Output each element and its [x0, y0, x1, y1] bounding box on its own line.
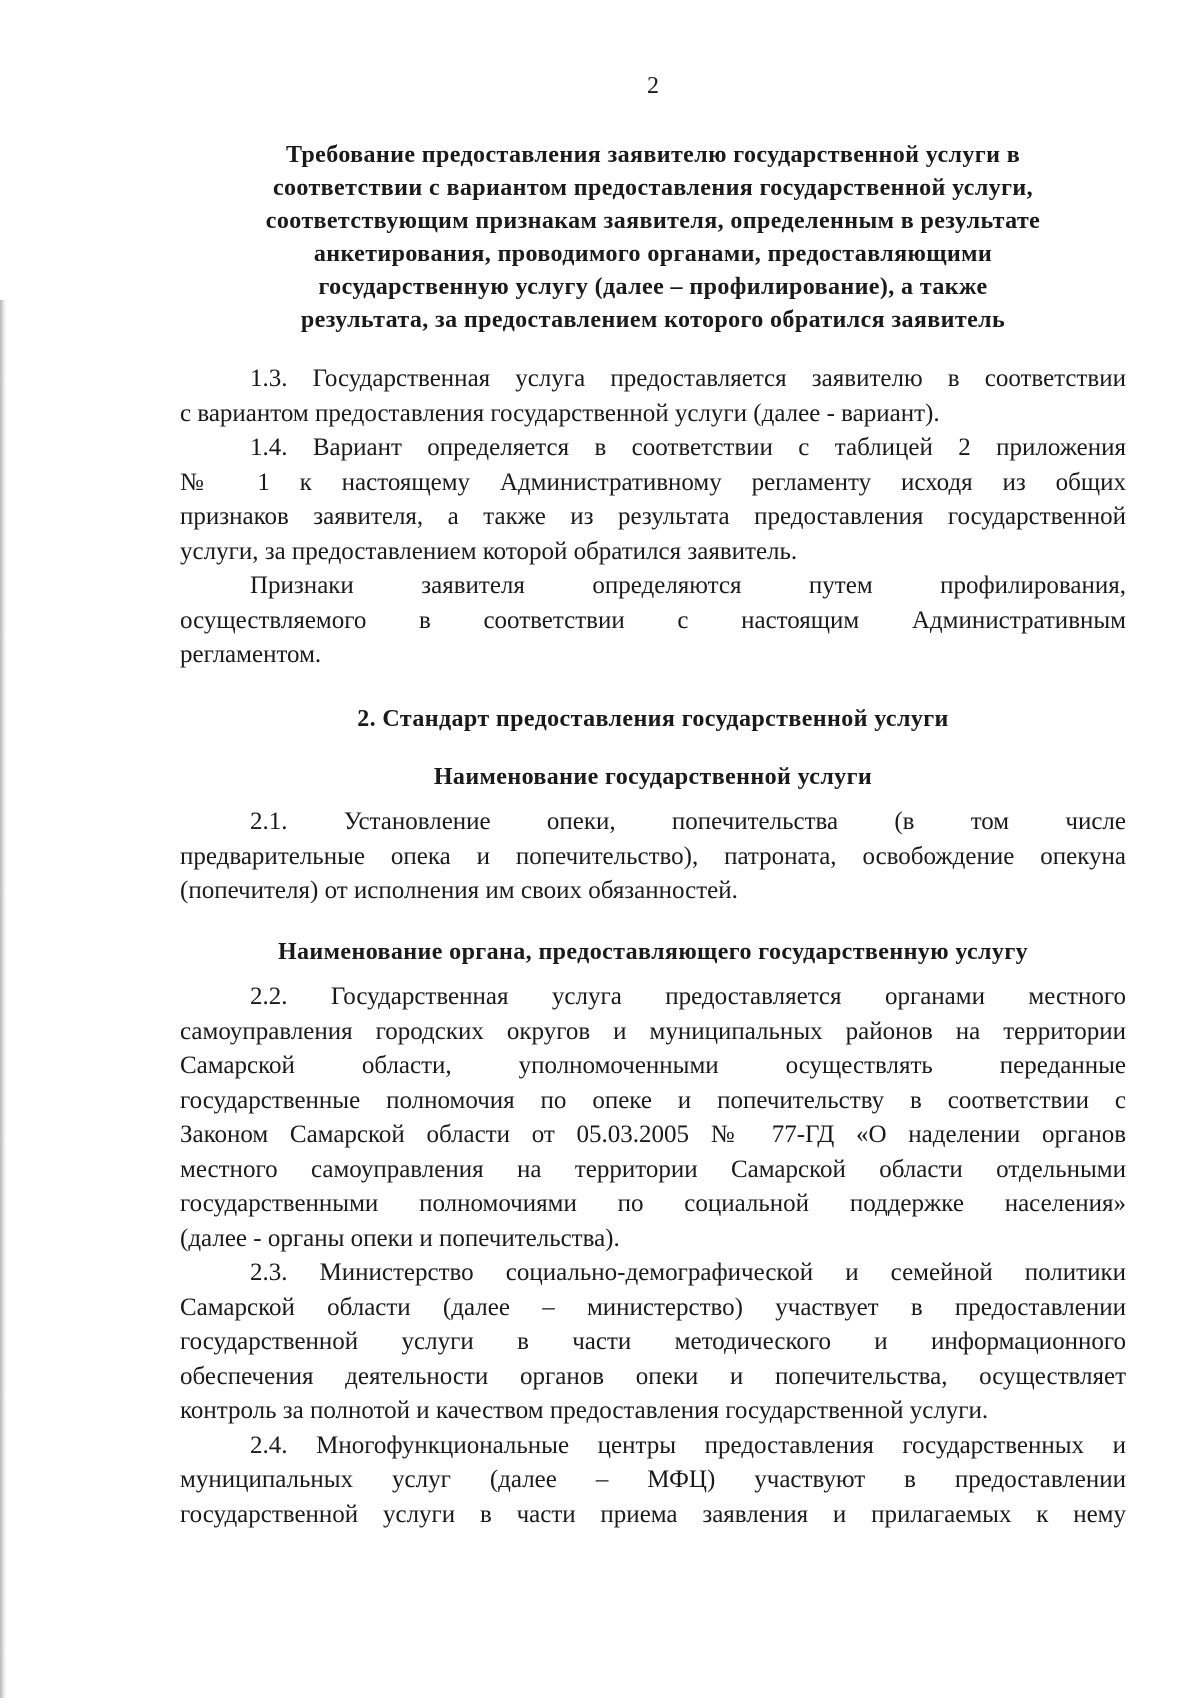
heading-line: Требование предоставления заявителю государственной услуги в [285, 142, 1021, 168]
text-line: предварительные опека и попечительство), патроната, освобождение опекуна [180, 842, 1126, 870]
heading-line: соответствующим признакам заявителя, определенным в результате [265, 208, 1041, 234]
text-line: 2.3. Министерство социально-демографической и семейной политики [250, 1259, 1126, 1286]
text-line: услуги, за предоставлением которой обратился заявитель. [180, 537, 798, 565]
page-number: 2 [647, 73, 659, 99]
text-line: Самарской области (далее – министерство) участвует в предоставлении [180, 1293, 1126, 1321]
text-line: 2.1. Установление опеки, попечительства (в том числе [250, 808, 1126, 835]
text-line: Законом Самарской области от 05.03.2005 № 77-ГД «О наделении органов [180, 1121, 1126, 1148]
scan-edge-shadow [0, 300, 6, 1698]
text-line: местного самоуправления на территории Самарской области отдельными [180, 1155, 1126, 1183]
heading-line: государственную услугу (далее – профилирование), а также [318, 274, 988, 300]
text-line: 2.2. Государственная услуга предоставляется органами местного [250, 983, 1126, 1010]
paragraphs-1-3-1-4 [180, 362, 1126, 673]
text-line: № 1 к настоящему Административному регламенту исходя из общих [180, 468, 1126, 496]
paragraph-2-1 [180, 805, 1126, 909]
text-line: Признаки заявителя определяются путем профилирования, [250, 572, 1126, 599]
text-line: (попечителя) от исполнения им своих обязанностей. [180, 877, 738, 904]
text-line: государственной услуги в части приема заявления и прилагаемых к нему [180, 1500, 1126, 1528]
organ-name-heading: Наименование органа, предоставляющего государственную услугу [277, 939, 1029, 965]
section-2-heading: 2. Стандарт предоставления государственной услуги [357, 706, 949, 732]
text-line: осуществляемого в соответствии с настоящим Административным [180, 606, 1126, 634]
heading-line: анкетирования, проводимого органами, предоставляющими [313, 241, 993, 267]
text-line: самоуправления городских округов и муниципальных районов на территории [180, 1017, 1126, 1045]
text-line: признаков заявителя, а также из результата предоставления государственной [180, 503, 1126, 530]
text-line: 1.3. Государственная услуга предоставляется заявителю в соответствии [250, 365, 1126, 392]
text-line: регламентом. [180, 641, 322, 668]
text-line: 2.4. Многофункциональные центры предоставления государственных и [250, 1431, 1126, 1459]
text-line: государственные полномочия по опеке и попечительству в соответствии с [180, 1086, 1126, 1114]
paragraphs-2-2-2-4 [180, 980, 1126, 1532]
heading-line: соответствии с вариантом предоставления государственной услуги, [272, 175, 1034, 201]
text-line: (далее - органы опеки и попечительства). [180, 1224, 620, 1252]
text-line: обеспечения деятельности органов опеки и попечительства, осуществляет [180, 1362, 1126, 1390]
service-name-heading: Наименование государственной услуги [433, 764, 873, 790]
text-line: Самарской области, уполномоченными осуществлять переданные [180, 1052, 1126, 1079]
heading-line: результата, за предоставлением которого обратился заявитель [300, 307, 1006, 333]
text-line: с вариантом предоставления государственной услуги (далее - вариант). [180, 399, 940, 427]
main-heading [180, 139, 1126, 337]
text-line: контроль за полнотой и качеством предоставления государственной услуги. [180, 1397, 989, 1424]
text-line: муниципальных услуг (далее – МФЦ) участвуют в предоставлении [180, 1466, 1126, 1493]
text-line: 1.4. Вариант определяется в соответствии с таблицей 2 приложения [250, 434, 1126, 461]
text-line: государственными полномочиями по социальной поддержке населения» [180, 1190, 1126, 1217]
text-line: государственной услуги в части методического и информационного [180, 1328, 1126, 1355]
